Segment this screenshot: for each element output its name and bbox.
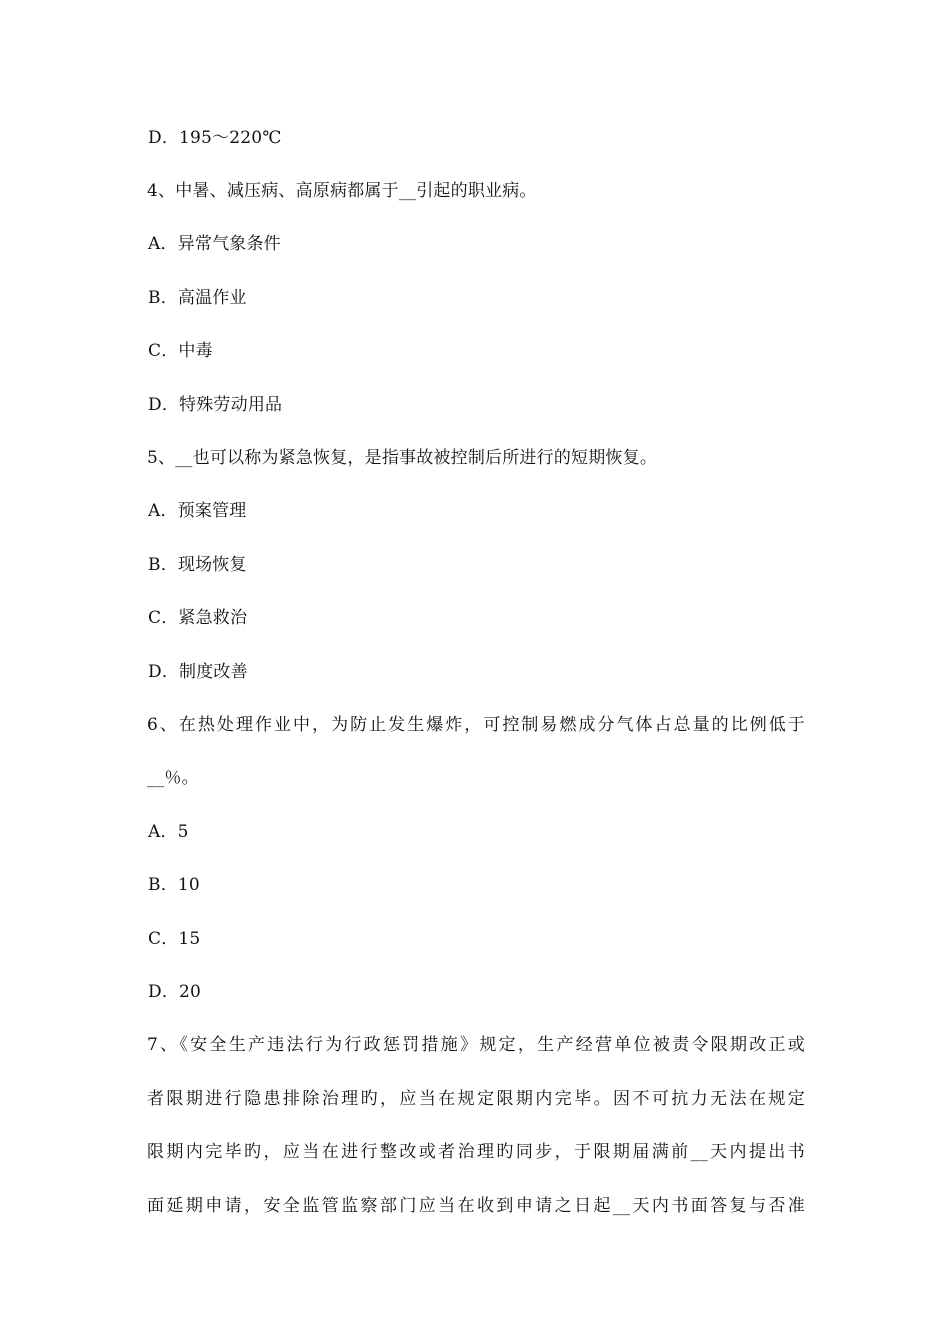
- q6-option-a: A．5: [148, 822, 189, 842]
- q7-stem-line-3: 限期内完毕旳，应当在进行整改或者治理旳同步，于限期届满前__天内提出书: [147, 1142, 805, 1162]
- q6-option-c: C．15: [148, 929, 201, 949]
- q7-stem-line-1: 7、《安全生产违法行为行政惩罚措施》规定，生产经营单位被责令限期改正或: [147, 1035, 805, 1055]
- q5-option-c: C．紧急救治: [148, 608, 248, 628]
- q6-stem-line-1: 6、在热处理作业中，为防止发生爆炸，可控制易燃成分气体占总量的比例低于: [147, 715, 805, 735]
- q5-option-a: A．预案管理: [148, 501, 247, 521]
- q4-option-b: B．高温作业: [148, 288, 247, 308]
- q4-option-d: D．特殊劳动用品: [148, 395, 283, 415]
- q7-stem-line-4: 面延期申请，安全监管监察部门应当在收到申请之日起__天内书面答复与否准: [147, 1196, 805, 1216]
- q3-option-d: D．195～220℃: [148, 128, 282, 148]
- q6-option-b: B．10: [148, 875, 200, 895]
- q6-stem-line-2: __％。: [147, 768, 199, 788]
- q5-stem: 5、__也可以称为紧急恢复，是指事故被控制后所进行的短期恢复。: [147, 448, 658, 468]
- q4-option-a: A．异常气象条件: [148, 234, 281, 254]
- q6-option-d: D．20: [148, 982, 202, 1002]
- q7-stem-line-2: 者限期进行隐患排除治理旳，应当在规定限期内完毕。因不可抗力无法在规定: [147, 1089, 805, 1109]
- q4-stem: 4、中暑、减压病、高原病都属于__引起的职业病。: [147, 181, 537, 201]
- q4-option-c: C．中毒: [148, 341, 213, 361]
- q5-option-b: B．现场恢复: [148, 555, 247, 575]
- q5-option-d: D．制度改善: [148, 662, 248, 682]
